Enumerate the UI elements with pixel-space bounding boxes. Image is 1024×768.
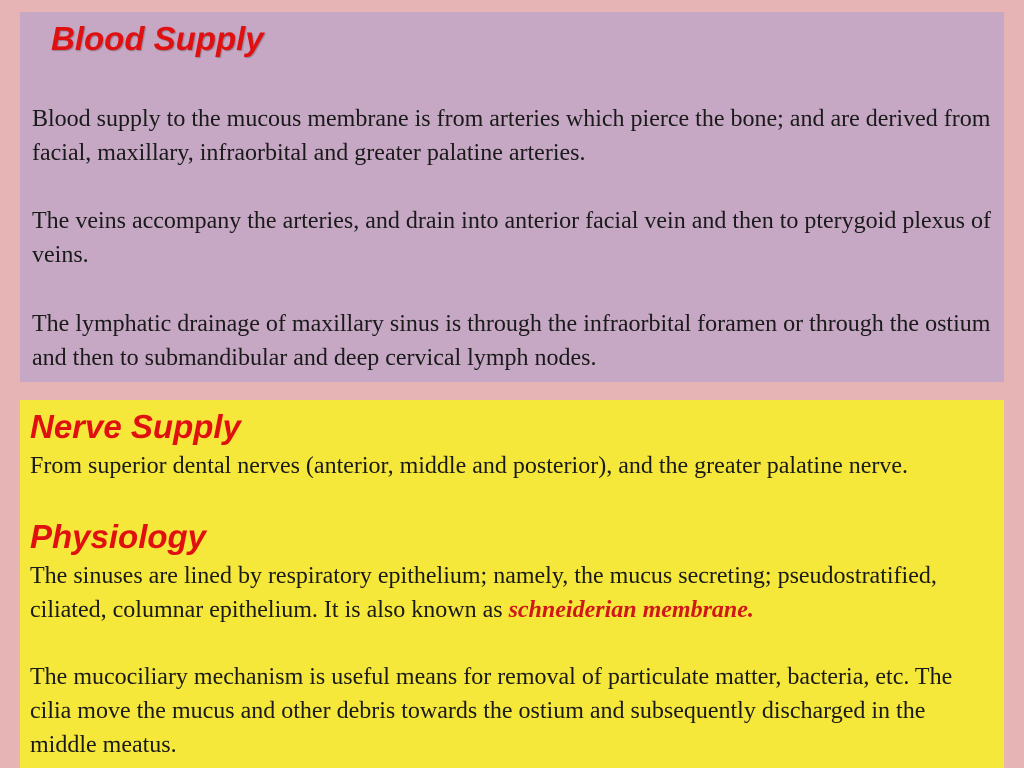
physiology-text-after: . <box>747 597 754 623</box>
nerve-supply-paragraph: From superior dental nerves (anterior, middle and posterior), and the greater palatine nerve. <box>30 453 909 479</box>
blood-supply-panel <box>20 12 1004 382</box>
blood-supply-veins-paragraph: The veins accompany the arteries, and drain into anterior facial vein and then to pterygoid plexus of veins. <box>32 208 991 268</box>
mucociliary-mechanism-paragraph: The mucociliary mechanism is useful means for removal of particulate matter, bacteria, etc. The cilia move the mucus and other debris towards the ostium and subsequently discharged in the middle meatus. <box>30 664 953 758</box>
nerve-physiology-panel <box>20 400 1004 768</box>
blood-supply-arteries-paragraph: Blood supply to the mucous membrane is from arteries which pierce the bone; and are derived from facial, maxillary, infraorbital and greater palatine arteries. <box>32 106 991 166</box>
physiology-epithelium-paragraph <box>30 559 990 627</box>
nerve-supply-heading: Nerve Supply <box>30 408 241 445</box>
schneiderian-membrane-term: schneiderian membrane <box>508 597 748 623</box>
blood-supply-heading: Blood Supply <box>51 20 264 57</box>
blood-supply-lymphatic-paragraph: The lymphatic drainage of maxillary sinus is through the infraorbital foramen or through the ostium and then to submandibular and deep cervical lymph nodes. <box>32 311 991 371</box>
physiology-text-before: The sinuses are lined by respiratory epithelium; namely, the mucus secreting; pseudostratified, ciliated, columnar epithelium. It is also known as <box>30 563 937 623</box>
physiology-heading: Physiology <box>30 518 207 555</box>
